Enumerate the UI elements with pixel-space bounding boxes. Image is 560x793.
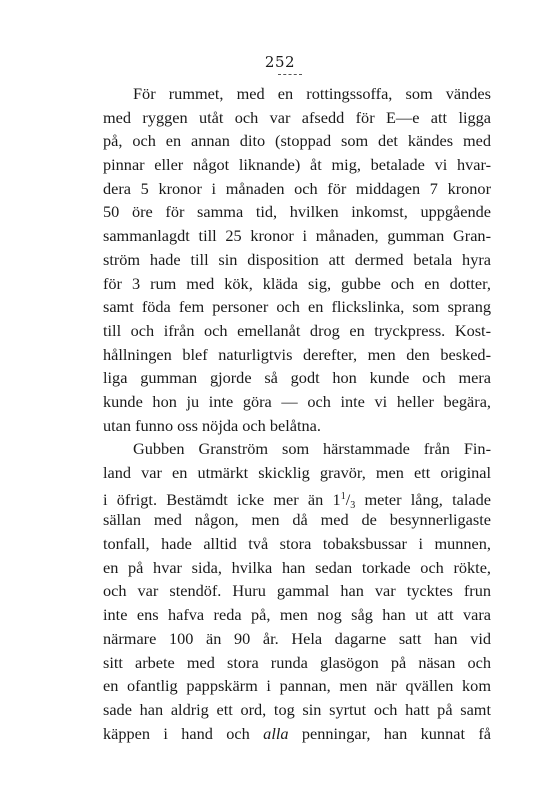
paragraph-2-line-6: en på hvar sida, hvilka han sedan torkade och rökte, [103,557,491,577]
paragraph-1-line-10: samt föda fem personer och en flickslinka, som sprang [103,297,491,317]
page-number: 252 [264,53,296,71]
paragraph-2-line-5: tonfall, hade alltid två stora tobaksbussar i munnen, [103,534,491,554]
fraction-line-before: i öfrigt. Bestämdt icke mer än 1 [103,489,341,509]
paragraph-1-line-3: på, och en annan dito (stoppad som det kändes med [103,131,491,151]
last-line-italic: alla [263,723,289,743]
paragraph-1-line-4: pinnar eller något liknande) åt mig, betalade vi hvar- [103,155,491,175]
paragraph-1-line-5: dera 5 kronor i månaden och för middagen 7 kronor [103,178,491,198]
paragraph-1-line-2: med ryggen utåt och var afsedd för E—e att ligga [103,107,491,127]
paragraph-1-line-14: kunde hon ju inte göra — och inte vi heller begära, [103,391,491,411]
paragraph-1-line-1: För rummet, med en rottingssoffa, som vändes [133,84,491,103]
fraction-numerator: 1 [340,490,346,502]
paragraph-1-line-11: till och ifrån och emellanåt drog en tryckpress. Kost- [103,320,491,340]
last-line-before: käppen i hand och [103,723,264,743]
paragraph-1-line-15: utan funno oss nöjda och belåtna. [103,415,321,435]
paragraph-2-line-9: närmare 100 än 90 år. Hela dagarne satt han vid [103,628,491,648]
paragraph-2-line-8: inte ens hafva reda på, men nog såg han ut att vara [103,605,491,625]
paragraph-1-line-9: för 3 rum med kök, kläda sig, gubbe och en dotter, [103,273,491,293]
paragraph-2-line-3 [103,485,491,509]
paragraph-1-line-7: sammanlagdt till 25 kronor i månaden, gumman Gran- [103,226,491,246]
fraction-denominator: 3 [350,499,356,511]
fraction-line-after: meter lång, talade [355,489,491,509]
paragraph-2-line-12: sade han aldrig ett ord, tog sin syrtut och hatt på samt [103,699,491,719]
last-line-after: penningar, han kunnat få [288,723,491,743]
body-text [103,82,491,745]
fraction-slash: / [345,489,351,509]
paragraph-1-line-13: liga gumman gjorde så godt hon kunde och mera [103,368,491,388]
paragraph-1-line-6: 50 öre för samma tid, hvilken inkomst, uppgående [103,202,491,222]
paragraph-2-line-10: sitt arbete med stora runda glasögon på näsan och [103,652,491,672]
paragraph-2-line-7: och var stendöf. Huru gammal han var tycktes frun [103,581,491,601]
page-number-underline [278,74,302,75]
paragraph-2-line-1: Gubben Granström som härstammade från Fin- [133,439,491,459]
paragraph-2-line-2: land var en utmärkt skicklig gravör, men ett original [103,463,491,482]
paragraph-2-line-4: sällan med någon, men då med de besynnerligaste [103,510,491,530]
paragraph-2-line-13 [103,722,491,746]
paragraph-2-line-11: en ofantlig pappskärm i pannan, men när qvällen kom [103,676,491,696]
paragraph-1-line-12: hållningen blef naturligtvis derefter, men den besked- [103,344,491,364]
paragraph-1-line-8: ström hade till sin disposition att dermed betala hyra [103,249,491,269]
